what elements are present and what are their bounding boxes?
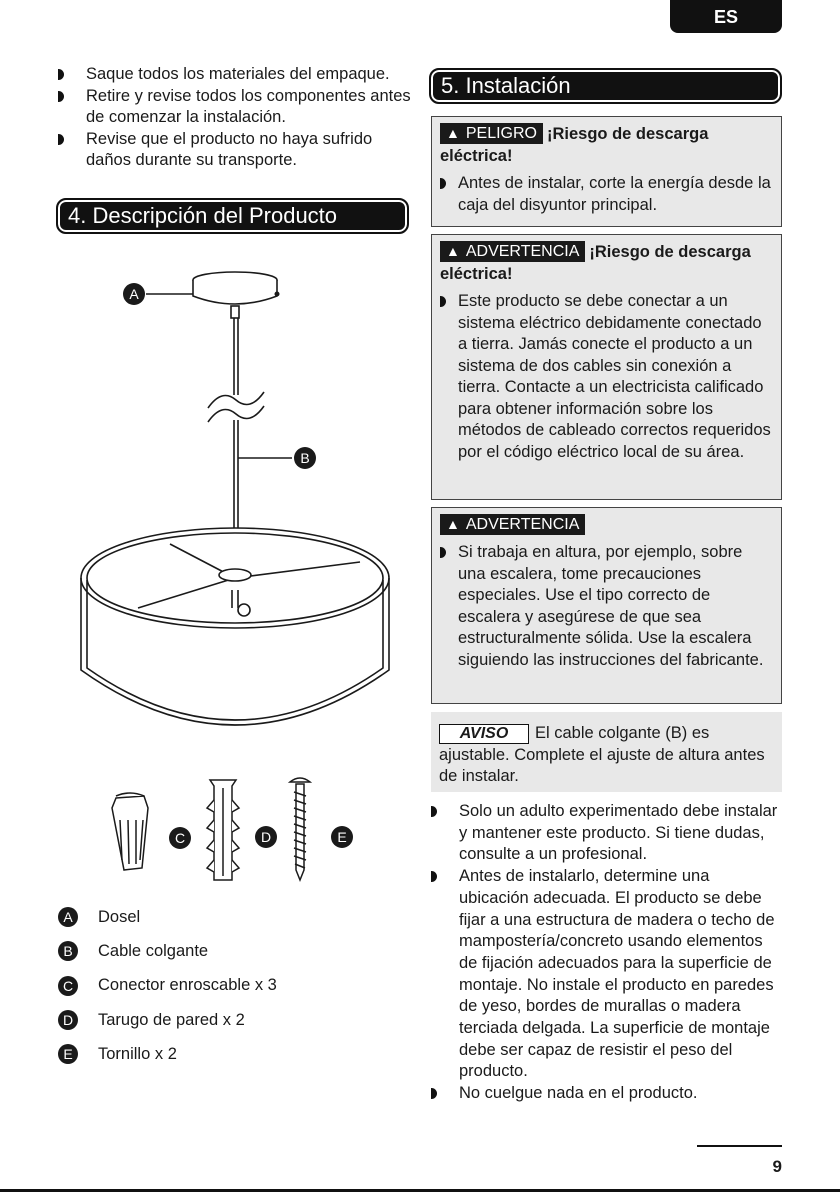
part-badge: C — [58, 976, 78, 996]
label-c: C — [174, 830, 186, 846]
product-illustration — [60, 260, 410, 900]
part-name: Conector enroscable x 3 — [98, 976, 277, 995]
part-badge: A — [58, 907, 78, 927]
list-item: Si trabaja en altura, por ejemplo, sobre una escalera, tome precauciones especiales. Use el tipo correcto de escalera y asegúrese de que sea estructuralmente sólida. Use la escalera siguiendo las instrucciones del fabricante. — [440, 542, 773, 671]
warning-triangle-icon: ▲ — [446, 516, 460, 532]
list-item: Revise que el producto no haya sufrido daños durante su transporte. — [58, 129, 418, 172]
section-heading-installation: 5. Instalación — [429, 68, 782, 104]
part-name: Cable colgante — [98, 941, 209, 960]
notice-tag: AVISO — [439, 724, 529, 744]
notice-text: El cable colgante (B) es ajustable. Complete el ajuste de altura antes de instalar. — [439, 724, 765, 785]
list-item — [58, 1003, 408, 1037]
installation-bullet-list — [431, 801, 783, 1105]
warning-title: ▲ ADVERTENCIA ¡Riesgo de descarga eléctrica! — [440, 243, 751, 283]
warning-box — [431, 234, 782, 500]
part-badge: E — [58, 1044, 78, 1064]
page-number: 9 — [772, 1157, 782, 1176]
section-heading-product-description: 4. Descripción del Producto — [56, 198, 409, 234]
list-item — [58, 900, 408, 934]
parts-list — [58, 900, 408, 1071]
part-name: Dosel — [98, 907, 141, 926]
language-tab: ES — [670, 0, 782, 33]
notice-box — [431, 712, 782, 792]
footer-rule — [697, 1145, 782, 1147]
list-item: Saque todos los materiales del empaque. — [58, 64, 418, 86]
list-item: No cuelgue nada en el producto. — [431, 1083, 783, 1105]
warning-triangle-icon: ▲ — [446, 243, 460, 259]
part-badge: D — [58, 1010, 78, 1030]
part-name: Tornillo x 2 — [98, 1044, 177, 1063]
warning-box — [431, 507, 782, 704]
list-item — [58, 969, 408, 1003]
list-item: Este producto se debe conectar a un sistema eléctrico debidamente conectado a tierra. Jamás conecte el producto a un sistema de dos cables sin conexión a tierra. Contacte a un electricista calificado para obtener información sobre los métodos de cableado correctos requeridos por el código eléctrico local de su área. — [440, 291, 773, 463]
part-name: Tarugo de pared x 2 — [98, 1010, 245, 1029]
list-item: Antes de instalar, corte la energía desde la caja del disyuntor principal. — [440, 173, 773, 216]
list-item: Retire y revise todos los componentes antes de comenzar la instalación. — [58, 86, 418, 129]
label-d: D — [260, 829, 272, 845]
warning-tag: ▲ ADVERTENCIA — [440, 514, 585, 535]
label-e: E — [337, 829, 347, 845]
warning-title — [440, 514, 773, 536]
label-a: A — [129, 286, 139, 302]
list-item: Antes de instalarlo, determine una ubicación adecuada. El producto se debe fijar a una estructura de madera o techo de mampostería/concreto usando elementos de fijación adecuados para la superficie de montaje. No instale el producto en paredes de yeso, bordes de murallas o madera terciada delgada. La superficie de montaje debe ser capaz de resistir el peso del producto. — [431, 866, 783, 1083]
list-item — [58, 1037, 408, 1071]
warning-triangle-icon: ▲ — [446, 125, 460, 141]
label-b: B — [300, 450, 310, 466]
warning-tag: ▲ ADVERTENCIA — [440, 241, 585, 262]
part-badge: B — [58, 941, 78, 961]
danger-tag: ▲ PELIGRO — [440, 123, 543, 144]
list-item — [58, 934, 408, 968]
intro-bullet-list — [58, 64, 418, 172]
warning-title: ▲ PELIGRO ¡Riesgo de descarga eléctrica! — [440, 125, 709, 165]
list-item: Solo un adulto experimentado debe instalar y mantener este producto. Si tiene dudas, consulte a un profesional. — [431, 801, 783, 866]
danger-box — [431, 116, 782, 227]
